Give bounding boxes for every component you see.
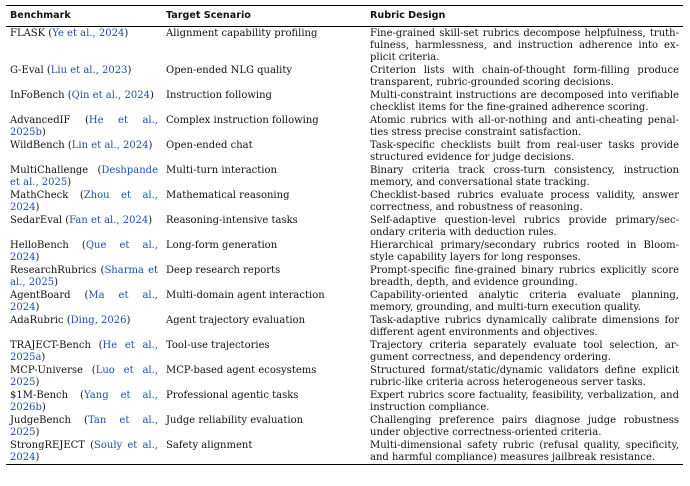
benchmark-cell xyxy=(6,239,162,264)
rubric-design-cell xyxy=(366,114,683,139)
benchmark-label: AdvancedIF (He et al., 2025b) xyxy=(10,115,158,138)
rubric-design: Binary criteria track cross-turn consistency, instruction memory, and conversational state tracking. xyxy=(370,165,679,188)
rubric-design-cell xyxy=(366,314,683,339)
citation-link[interactable]: Ye et al., 2024 xyxy=(52,28,125,39)
rubric-design: Capability-oriented analytic criteria evaluate planning, memory, grounding, and multi-turn execution quality. xyxy=(370,290,679,313)
rubric-design-cell xyxy=(366,27,683,65)
benchmark-label: ResearchRubrics (Sharma et al., 2025) xyxy=(10,265,158,288)
rubric-design-cell xyxy=(366,214,683,239)
target-scenario: Open-ended NLG quality xyxy=(166,65,293,76)
table-body xyxy=(6,27,683,465)
rubric-design-cell xyxy=(366,339,683,364)
target-scenario: Mathematical reasoning xyxy=(166,190,290,201)
benchmark-cell xyxy=(6,314,162,339)
rubric-design: Multi-constraint instructions are decomposed into verifiable checklist items for the fine-grained adherence scoring. xyxy=(370,90,679,113)
rubric-design-cell xyxy=(366,64,683,89)
benchmark-cell xyxy=(6,389,162,414)
target-scenario: Instruction following xyxy=(166,90,272,101)
rubric-design: Task-adaptive rubrics dynamically calibrate dimensions for different agent environments and objectives. xyxy=(370,315,679,338)
rubric-design-cell xyxy=(366,189,683,214)
rubric-design-cell xyxy=(366,139,683,164)
table-row xyxy=(6,439,683,465)
benchmark-name: StrongREJECT xyxy=(10,440,85,451)
citation-link[interactable]: He et al., 2025b xyxy=(10,115,158,138)
table-row xyxy=(6,339,683,364)
citation-link[interactable]: Ma et al., 2024 xyxy=(10,290,158,313)
rubric-design: Expert rubrics score factuality, feasibility, verbalization, and instruction compliance. xyxy=(370,390,679,413)
table-row xyxy=(6,239,683,264)
benchmark-cell xyxy=(6,364,162,389)
table-row xyxy=(6,264,683,289)
benchmark-label: MathCheck (Zhou et al., 2024) xyxy=(10,190,158,213)
benchmark-cell xyxy=(6,114,162,139)
benchmark-name: $1M-Bench xyxy=(10,390,69,401)
rubric-design: Hierarchical primary/secondary rubrics rooted in Bloom-style capability layers for long responses. xyxy=(370,240,679,263)
rubric-design-cell xyxy=(366,439,683,465)
benchmark-cell xyxy=(6,139,162,164)
rubric-design-cell xyxy=(366,239,683,264)
rubric-design: Fine-grained skill-set rubrics decompose helpfulness, truthfulness, harmlessness, and instruction adherence into explicit criteria. xyxy=(370,28,679,63)
rubric-design: Trajectory criteria separately evaluate tool selection, argument correctness, and dependency ordering. xyxy=(370,340,679,363)
benchmark-name: MCP-Universe xyxy=(10,365,83,376)
benchmark-label: MultiChallenge (Deshpande et al., 2025) xyxy=(10,165,158,188)
header-rubric-design: Rubric Design xyxy=(366,6,683,27)
citation-link[interactable]: Luo et al., 2025 xyxy=(10,365,158,388)
table-row xyxy=(6,89,683,114)
target-scenario: Reasoning-intensive tasks xyxy=(166,215,298,226)
header-benchmark: Benchmark xyxy=(6,6,162,27)
table-header-row xyxy=(6,6,683,27)
citation-link[interactable]: Zhou et al., 2024 xyxy=(10,190,158,213)
benchmark-cell xyxy=(6,214,162,239)
benchmark-label: TRAJECT-Bench (He et al., 2025a) xyxy=(10,340,158,363)
benchmark-label: InFoBench (Qin et al., 2024) xyxy=(10,90,154,101)
citation-link[interactable]: Souly et al., 2024 xyxy=(10,440,158,463)
rubric-design: Self-adaptive question-level rubrics provide primary/secondary criteria with deduction rules. xyxy=(370,215,679,238)
rubric-design-cell xyxy=(366,89,683,114)
table-row xyxy=(6,27,683,65)
rubric-design: Atomic rubrics with all-or-nothing and anti-cheating penalties stress precise constraint satisfaction. xyxy=(370,115,679,138)
benchmark-name: AdaRubric xyxy=(10,315,64,326)
target-scenario: MCP-based agent ecosystems xyxy=(166,365,317,376)
target-scenario: Tool-use trajectories xyxy=(166,340,270,351)
benchmark-name: MathCheck xyxy=(10,190,69,201)
benchmark-name: FLASK xyxy=(10,28,46,39)
benchmark-name: InFoBench xyxy=(10,90,65,101)
benchmark-cell xyxy=(6,27,162,65)
rubric-design-cell xyxy=(366,164,683,189)
benchmark-label: AdaRubric (Ding, 2026) xyxy=(10,315,131,326)
target-scenario: Safety alignment xyxy=(162,439,366,465)
table-row xyxy=(6,114,683,139)
rubric-design-cell xyxy=(366,264,683,289)
benchmark-cell xyxy=(6,89,162,114)
benchmark-label: WildBench (Lin et al., 2024) xyxy=(10,140,153,151)
target-scenario: Judge reliability evaluation xyxy=(166,415,304,426)
table-row xyxy=(6,364,683,389)
rubric-design-cell xyxy=(366,364,683,389)
target-scenario: Open-ended chat xyxy=(166,140,253,151)
citation-link[interactable]: Liu et al., 2023 xyxy=(50,65,128,76)
target-scenario: Alignment capability profiling xyxy=(166,28,318,39)
benchmark-label: FLASK (Ye et al., 2024) xyxy=(10,28,129,39)
benchmark-name: SedarEval xyxy=(10,215,63,226)
benchmark-label: JudgeBench (Tan et al., 2025) xyxy=(10,415,158,438)
rubric-design: Task-specific checklists built from real-user tasks provide structured evidence for judge decisions. xyxy=(370,140,679,163)
target-scenario: Multi-domain agent interaction xyxy=(166,290,325,301)
benchmark-label: MCP-Universe (Luo et al., 2025) xyxy=(10,365,158,388)
benchmark-cell xyxy=(6,264,162,289)
benchmark-name: JudgeBench xyxy=(10,415,71,426)
rubric-design: Multi-dimensional safety rubric (refusal quality, specificity, and harmful compliance) measures jailbreak resistance. xyxy=(370,440,679,463)
citation-link[interactable]: Deshpande et al., 2025 xyxy=(10,165,158,188)
citation-link[interactable]: Tan et al., 2025 xyxy=(10,415,158,438)
benchmark-name: AgentBoard xyxy=(10,290,71,301)
benchmark-name: AdvancedIF xyxy=(10,115,71,126)
citation-link[interactable]: Ding, 2026 xyxy=(70,315,127,326)
table-row xyxy=(6,214,683,239)
rubric-design: Challenging preference pairs diagnose judge robustness under objective correctness-oriented criteria. xyxy=(370,415,679,438)
target-scenario: Deep research reports xyxy=(166,265,281,276)
benchmark-table xyxy=(6,5,683,465)
citation-link[interactable]: Sharma et al., 2025 xyxy=(10,265,158,288)
benchmark-name: G-Eval xyxy=(10,65,44,76)
benchmark-cell xyxy=(6,64,162,89)
rubric-design: Prompt-specific fine-grained binary rubrics explicitly score breadth, depth, and evidence grounding. xyxy=(370,265,679,288)
header-target-scenario: Target Scenario xyxy=(162,6,366,27)
rubric-design-cell xyxy=(366,389,683,414)
target-scenario: Long-form generation xyxy=(166,240,278,251)
rubric-design: Checklist-based rubrics evaluate process validity, answer correctness, and robustness of reasoning. xyxy=(370,190,679,213)
benchmark-label: StrongREJECT (Souly et al., 2024) xyxy=(10,440,158,463)
target-scenario: Multi-turn interaction xyxy=(166,165,277,176)
table-row xyxy=(6,414,683,439)
benchmark-label: AgentBoard (Ma et al., 2024) xyxy=(10,290,158,313)
benchmark-cell xyxy=(6,289,162,314)
table-row xyxy=(6,189,683,214)
citation-link[interactable]: Fan et al., 2024 xyxy=(69,215,149,226)
table-row xyxy=(6,389,683,414)
benchmark-label: HelloBench (Que et al., 2024) xyxy=(10,240,158,263)
benchmark-cell xyxy=(6,414,162,439)
benchmark-cell xyxy=(6,164,162,189)
citation-link[interactable]: Que et al., 2024 xyxy=(10,240,158,263)
benchmark-label: SedarEval (Fan et al., 2024) xyxy=(10,215,153,226)
benchmark-name: MultiChallenge xyxy=(10,165,89,176)
citation-link[interactable]: He et al., 2025a xyxy=(10,340,158,363)
benchmark-name: TRAJECT-Bench xyxy=(10,340,91,351)
benchmark-label: G-Eval (Liu et al., 2023) xyxy=(10,65,132,76)
rubric-design-cell xyxy=(366,414,683,439)
rubric-design: Structured format/static/dynamic validators define explicit rubric-like criteria across heterogeneous server tasks. xyxy=(370,365,679,388)
benchmark-name: WildBench xyxy=(10,140,65,151)
table-row xyxy=(6,164,683,189)
citation-link[interactable]: Qin et al., 2024 xyxy=(71,90,150,101)
rubric-design-cell xyxy=(366,289,683,314)
citation-link[interactable]: Lin et al., 2024 xyxy=(71,140,149,151)
table-row xyxy=(6,314,683,339)
benchmark-name: ResearchRubrics xyxy=(10,265,97,276)
benchmark-cell xyxy=(6,439,162,465)
table-row xyxy=(6,64,683,89)
benchmark-cell xyxy=(6,189,162,214)
benchmark-cell xyxy=(6,339,162,364)
target-scenario: Complex instruction following xyxy=(166,115,319,126)
target-scenario: Professional agentic tasks xyxy=(166,390,299,401)
rubric-design: Criterion lists with chain-of-thought form-filling produce transparent, rubric-grounded scoring decisions. xyxy=(370,65,679,88)
table-row xyxy=(6,139,683,164)
citation-link[interactable]: Yang et al., 2026b xyxy=(10,390,158,413)
benchmark-label: $1M-Bench (Yang et al., 2026b) xyxy=(10,390,158,413)
target-scenario: Agent trajectory evaluation xyxy=(166,315,306,326)
benchmark-name: HelloBench xyxy=(10,240,69,251)
table-row xyxy=(6,289,683,314)
